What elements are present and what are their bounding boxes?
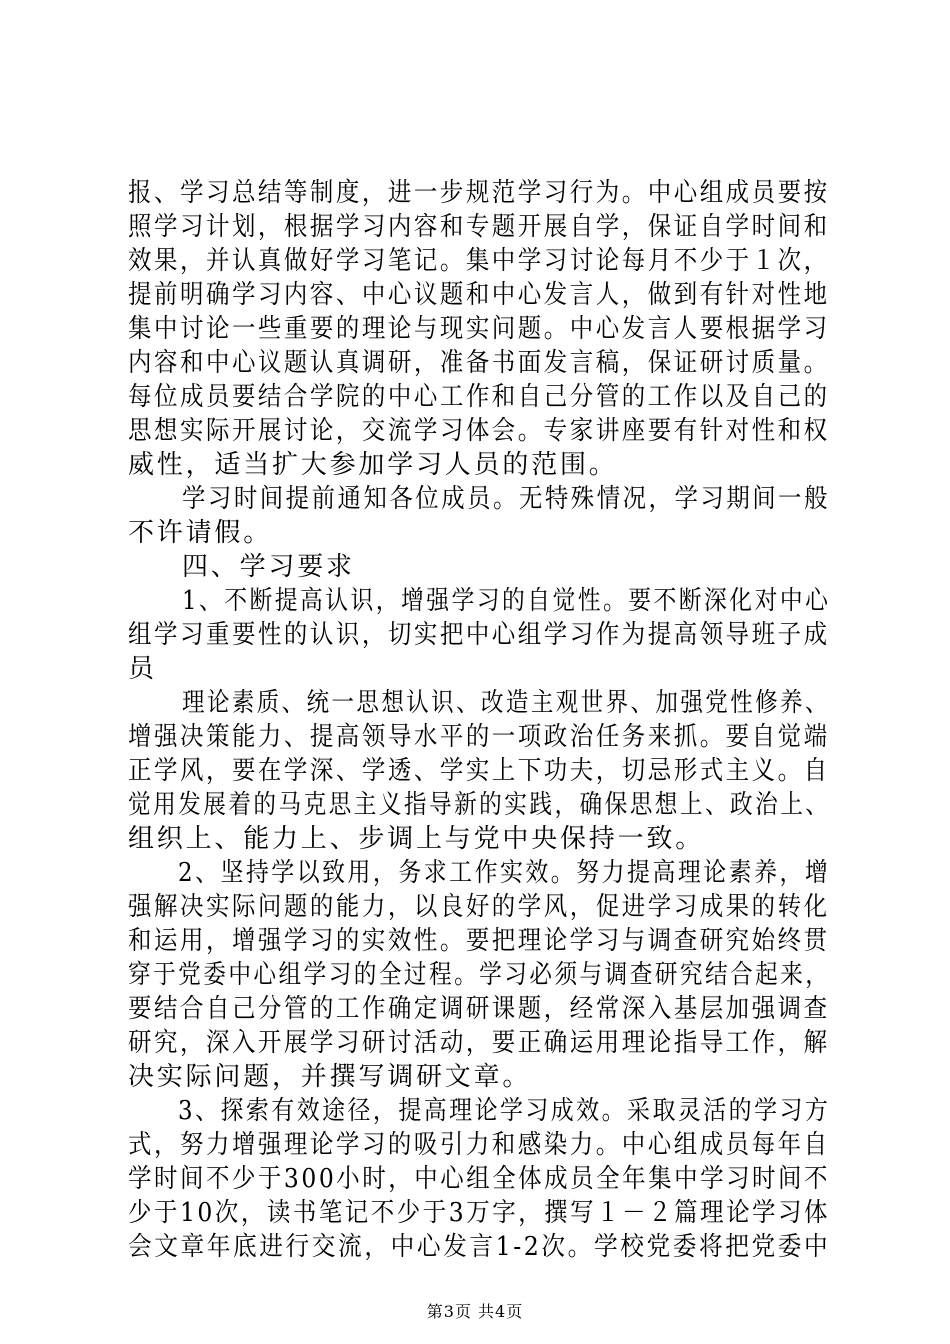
text-line: 增强决策能力、提高领导水平的一项政治任务来抓。要自觉端	[128, 722, 830, 752]
paragraph-first-line: 2、坚持学以致用，务求工作实效。努力提高理论素养，增	[178, 858, 831, 888]
text-line: 觉用发展着的马克思主义指导新的实践，确保思想上、政治上、	[128, 790, 831, 820]
text-line: 学时间不少于300小时，中心组全体成员全年集中学习时间不	[128, 1164, 831, 1194]
text-line: 内容和中心议题认真调研，准备书面发言稿，保证研讨质量。	[128, 348, 830, 378]
text-line: 少于10次，读书笔记不少于3万字，撰写１－２篇理论学习体	[128, 1198, 831, 1228]
text-line: 思想实际开展讨论，交流学习体会。专家讲座要有针对性和权	[128, 416, 830, 446]
text-line: 员	[128, 654, 157, 684]
text-line: 威性，适当扩大参加学习人员的范围。	[128, 450, 618, 480]
text-line: 要结合自己分管的工作确定调研课题，经常深入基层加强调查	[128, 994, 830, 1024]
text-line: 和运用，增强学习的实效性。要把理论学习与调查研究始终贯	[128, 926, 830, 956]
text-line: 正学风，要在学深、学透、学实上下功夫，切忌形式主义。自	[128, 756, 830, 786]
paragraph-first-line: 理论素质、统一思想认识、改造主观世界、加强党性修养、	[182, 688, 830, 718]
page-footer: 第3页 共4页	[426, 1302, 524, 1321]
text-line: 组学习重要性的认识，切实把中心组学习作为提高领导班子成	[128, 620, 830, 650]
text-line: 研究，深入开展学习研讨活动，要正确运用理论指导工作，解	[128, 1028, 830, 1058]
text-line: 每位成员要结合学院的中心工作和自己分管的工作以及自己的	[128, 382, 830, 412]
text-line: 组织上、能力上、步调上与党中央保持一致。	[128, 824, 705, 854]
paragraph-first-line: 1、不断提高认识，增强学习的自觉性。要不断深化对中心	[182, 586, 831, 616]
text-line: 集中讨论一些重要的理论与现实问题。中心发言人要根据学习	[128, 314, 830, 344]
text-line: 强解决实际问题的能力，以良好的学风，促进学习成果的转化	[128, 892, 830, 922]
paragraph-first-line: 学习时间提前通知各位成员。无特殊情况，学习期间一般	[182, 484, 831, 514]
text-line: 穿于党委中心组学习的全过程。学习必须与调查研究结合起来，	[128, 960, 831, 990]
text-line: 报、学习总结等制度，进一步规范学习行为。中心组成员要按	[128, 178, 830, 208]
text-line: 效果，并认真做好学习笔记。集中学习讨论每月不少于１次，	[128, 246, 830, 276]
text-line: 照学习计划，根据学习内容和专题开展自学，保证自学时间和	[128, 212, 830, 242]
section-heading: 四、学习要求	[182, 552, 355, 582]
text-line: 提前明确学习内容、中心议题和中心发言人，做到有针对性地	[128, 280, 830, 310]
text-line: 不许请假。	[128, 518, 273, 548]
text-line: 会文章年底进行交流，中心发言1-2次。学校党委将把党委中	[128, 1232, 831, 1262]
paragraph-first-line: 3、探索有效途径，提高理论学习成效。采取灵活的学习方	[178, 1096, 831, 1126]
text-line: 式，努力增强理论学习的吸引力和感染力。中心组成员每年自	[128, 1130, 830, 1160]
text-line: 决实际问题，并撰写调研文章。	[128, 1062, 532, 1092]
